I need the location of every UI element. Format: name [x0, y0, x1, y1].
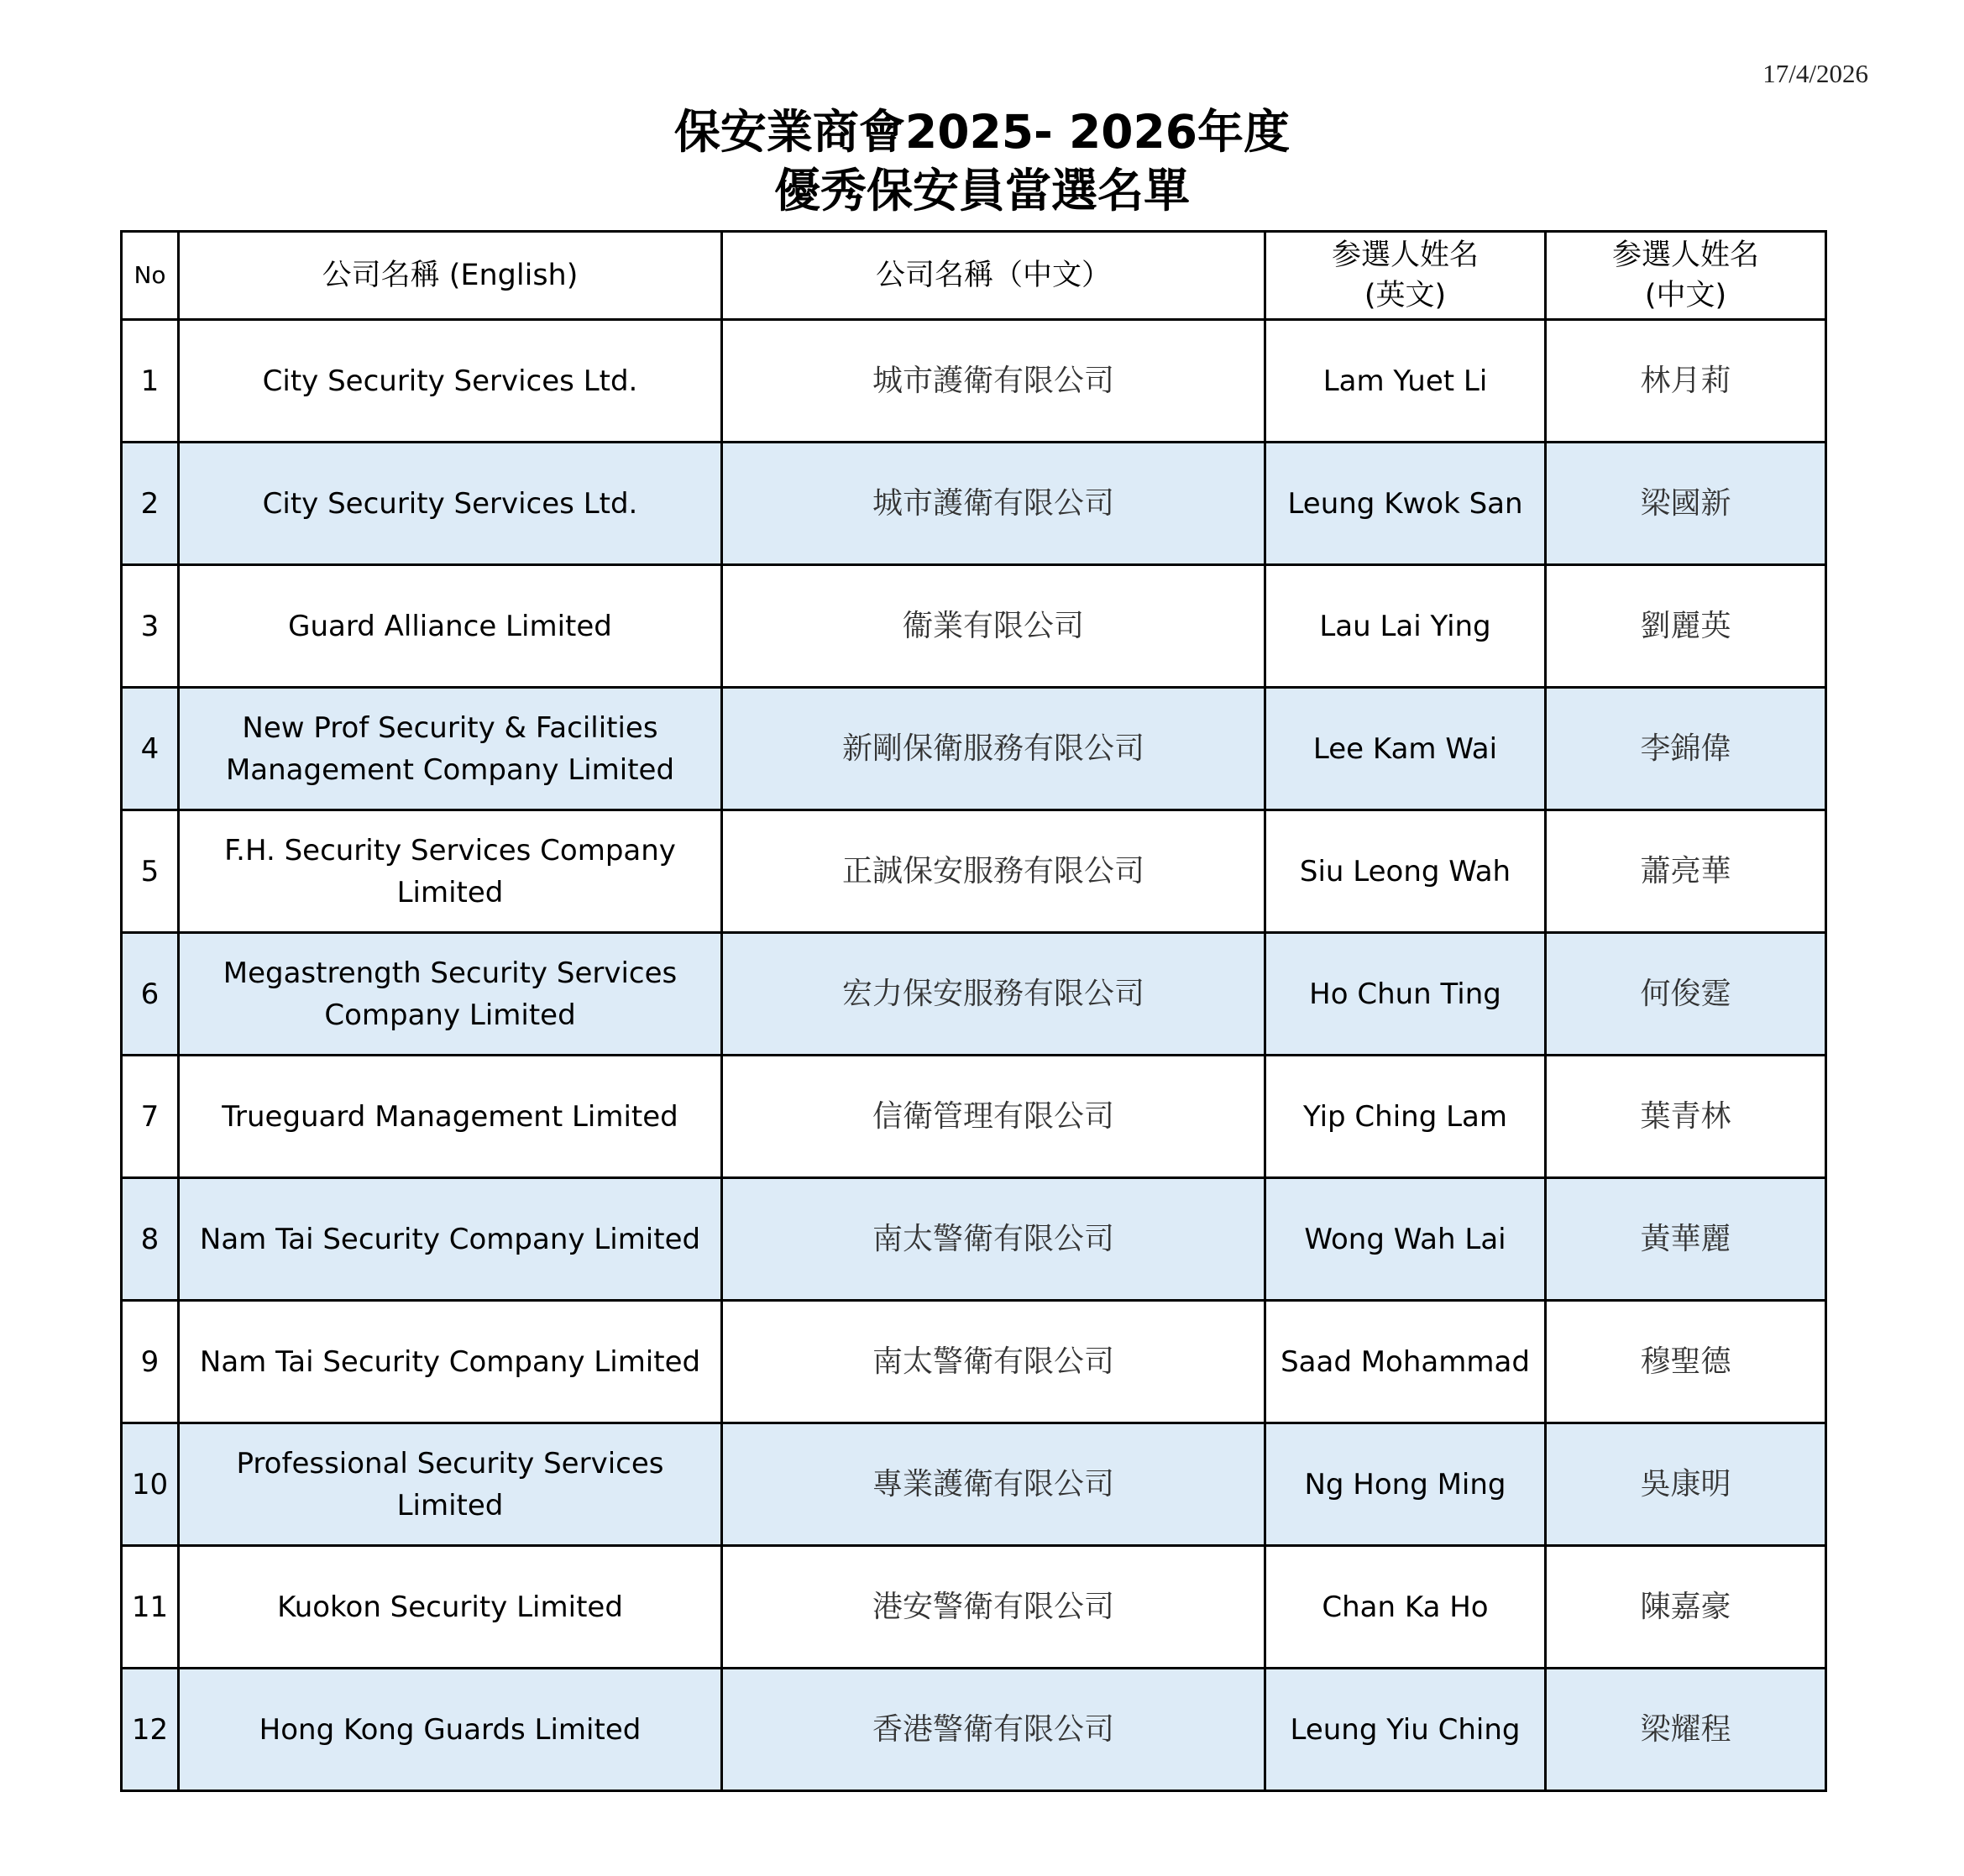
table-row	[122, 933, 1826, 1056]
cell-company-en: Hong Kong Guards Limited	[179, 1669, 722, 1791]
cell-no: 11	[122, 1546, 179, 1669]
cell-company-en: Nam Tai Security Company Limited	[179, 1178, 722, 1301]
cell-no: 7	[122, 1056, 179, 1178]
cell-name-en: Wong Wah Lai	[1265, 1178, 1546, 1301]
cell-name-en: Yip Ching Lam	[1265, 1056, 1546, 1178]
cell-company-en: City Security Services Ltd.	[179, 443, 722, 565]
cell-no: 12	[122, 1669, 179, 1791]
cell-name-cn: 陳嘉豪	[1546, 1546, 1826, 1669]
table-row	[122, 810, 1826, 933]
cell-name-cn: 李錦偉	[1546, 688, 1826, 810]
cell-no: 9	[122, 1301, 179, 1423]
cell-company-cn: 新剛保衛服務有限公司	[722, 688, 1265, 810]
cell-no: 6	[122, 933, 179, 1056]
header-name-en-line-2: (英文)	[1364, 279, 1447, 312]
header-name-cn-line-2: (中文)	[1644, 279, 1727, 312]
page-title-line-1: 保安業商會2025- 2026年度	[673, 105, 1291, 159]
table-row	[122, 1546, 1826, 1669]
document-date: 17/4/2026	[1762, 59, 1868, 88]
header-name-cn-line-1: 参選人姓名	[1611, 238, 1759, 272]
cell-no: 1	[122, 320, 179, 443]
table-row	[122, 565, 1826, 688]
cell-no: 4	[122, 688, 179, 810]
cell-company-cn: 南太警衛有限公司	[722, 1178, 1265, 1301]
winners-table	[120, 230, 1827, 1792]
cell-company-en: Guard Alliance Limited	[179, 565, 722, 688]
cell-company-cn: 專業護衛有限公司	[722, 1423, 1265, 1546]
cell-company-en: City Security Services Ltd.	[179, 320, 722, 443]
cell-name-en: Leung Kwok San	[1265, 443, 1546, 565]
cell-no: 5	[122, 810, 179, 933]
header-name-cn	[1546, 232, 1826, 320]
cell-no: 2	[122, 443, 179, 565]
table-row	[122, 1301, 1826, 1423]
cell-name-cn: 林月莉	[1546, 320, 1826, 443]
header-company-en: 公司名稱 (English)	[179, 232, 722, 320]
cell-company-cn: 衞業有限公司	[722, 565, 1265, 688]
cell-name-en: Saad Mohammad	[1265, 1301, 1546, 1423]
cell-name-en: Chan Ka Ho	[1265, 1546, 1546, 1669]
cell-name-cn: 梁國新	[1546, 443, 1826, 565]
page-title-line-2: 優秀保安員當選名單	[773, 164, 1190, 217]
header-no: No	[122, 232, 179, 320]
cell-company-en: Megastrength Security Services Company Limited	[179, 933, 722, 1056]
cell-company-cn: 南太警衛有限公司	[722, 1301, 1265, 1423]
table-row	[122, 1178, 1826, 1301]
cell-no: 10	[122, 1423, 179, 1546]
cell-company-cn: 香港警衛有限公司	[722, 1669, 1265, 1791]
cell-name-cn: 吳康明	[1546, 1423, 1826, 1546]
cell-name-en: Lam Yuet Li	[1265, 320, 1546, 443]
cell-no: 8	[122, 1178, 179, 1301]
cell-company-en: Trueguard Management Limited	[179, 1056, 722, 1178]
cell-name-cn: 穆聖德	[1546, 1301, 1826, 1423]
cell-company-cn: 宏力保安服務有限公司	[722, 933, 1265, 1056]
table-row	[122, 443, 1826, 565]
cell-company-en: Nam Tai Security Company Limited	[179, 1301, 722, 1423]
header-name-en-line-1: 参選人姓名	[1331, 238, 1479, 272]
table-row	[122, 1423, 1826, 1546]
table-row	[122, 1056, 1826, 1178]
cell-name-en: Siu Leong Wah	[1265, 810, 1546, 933]
cell-name-cn: 劉麗英	[1546, 565, 1826, 688]
cell-name-en: Lau Lai Ying	[1265, 565, 1546, 688]
page-title	[0, 102, 1964, 220]
cell-company-en: Professional Security Services Limited	[179, 1423, 722, 1546]
cell-name-en: Ho Chun Ting	[1265, 933, 1546, 1056]
table-row	[122, 320, 1826, 443]
cell-company-cn: 城市護衛有限公司	[722, 320, 1265, 443]
cell-name-en: Leung Yiu Ching	[1265, 1669, 1546, 1791]
cell-company-cn: 信衛管理有限公司	[722, 1056, 1265, 1178]
cell-name-cn: 蕭亮華	[1546, 810, 1826, 933]
cell-name-cn: 何俊霆	[1546, 933, 1826, 1056]
header-company-cn: 公司名稱（中文）	[722, 232, 1265, 320]
cell-no: 3	[122, 565, 179, 688]
table-body	[122, 320, 1826, 1791]
cell-company-en: Kuokon Security Limited	[179, 1546, 722, 1669]
cell-company-cn: 城市護衛有限公司	[722, 443, 1265, 565]
cell-company-cn: 正誠保安服務有限公司	[722, 810, 1265, 933]
cell-company-en: F.H. Security Services Company Limited	[179, 810, 722, 933]
cell-company-cn: 港安警衛有限公司	[722, 1546, 1265, 1669]
cell-name-en: Lee Kam Wai	[1265, 688, 1546, 810]
table-row	[122, 688, 1826, 810]
header-name-en	[1265, 232, 1546, 320]
table-row	[122, 1669, 1826, 1791]
cell-name-cn: 葉青林	[1546, 1056, 1826, 1178]
cell-name-en: Ng Hong Ming	[1265, 1423, 1546, 1546]
cell-name-cn: 梁耀程	[1546, 1669, 1826, 1791]
cell-name-cn: 黃華麗	[1546, 1178, 1826, 1301]
table-header-row	[122, 232, 1826, 320]
cell-company-en: New Prof Security & Facilities Management Company Limited	[179, 688, 722, 810]
